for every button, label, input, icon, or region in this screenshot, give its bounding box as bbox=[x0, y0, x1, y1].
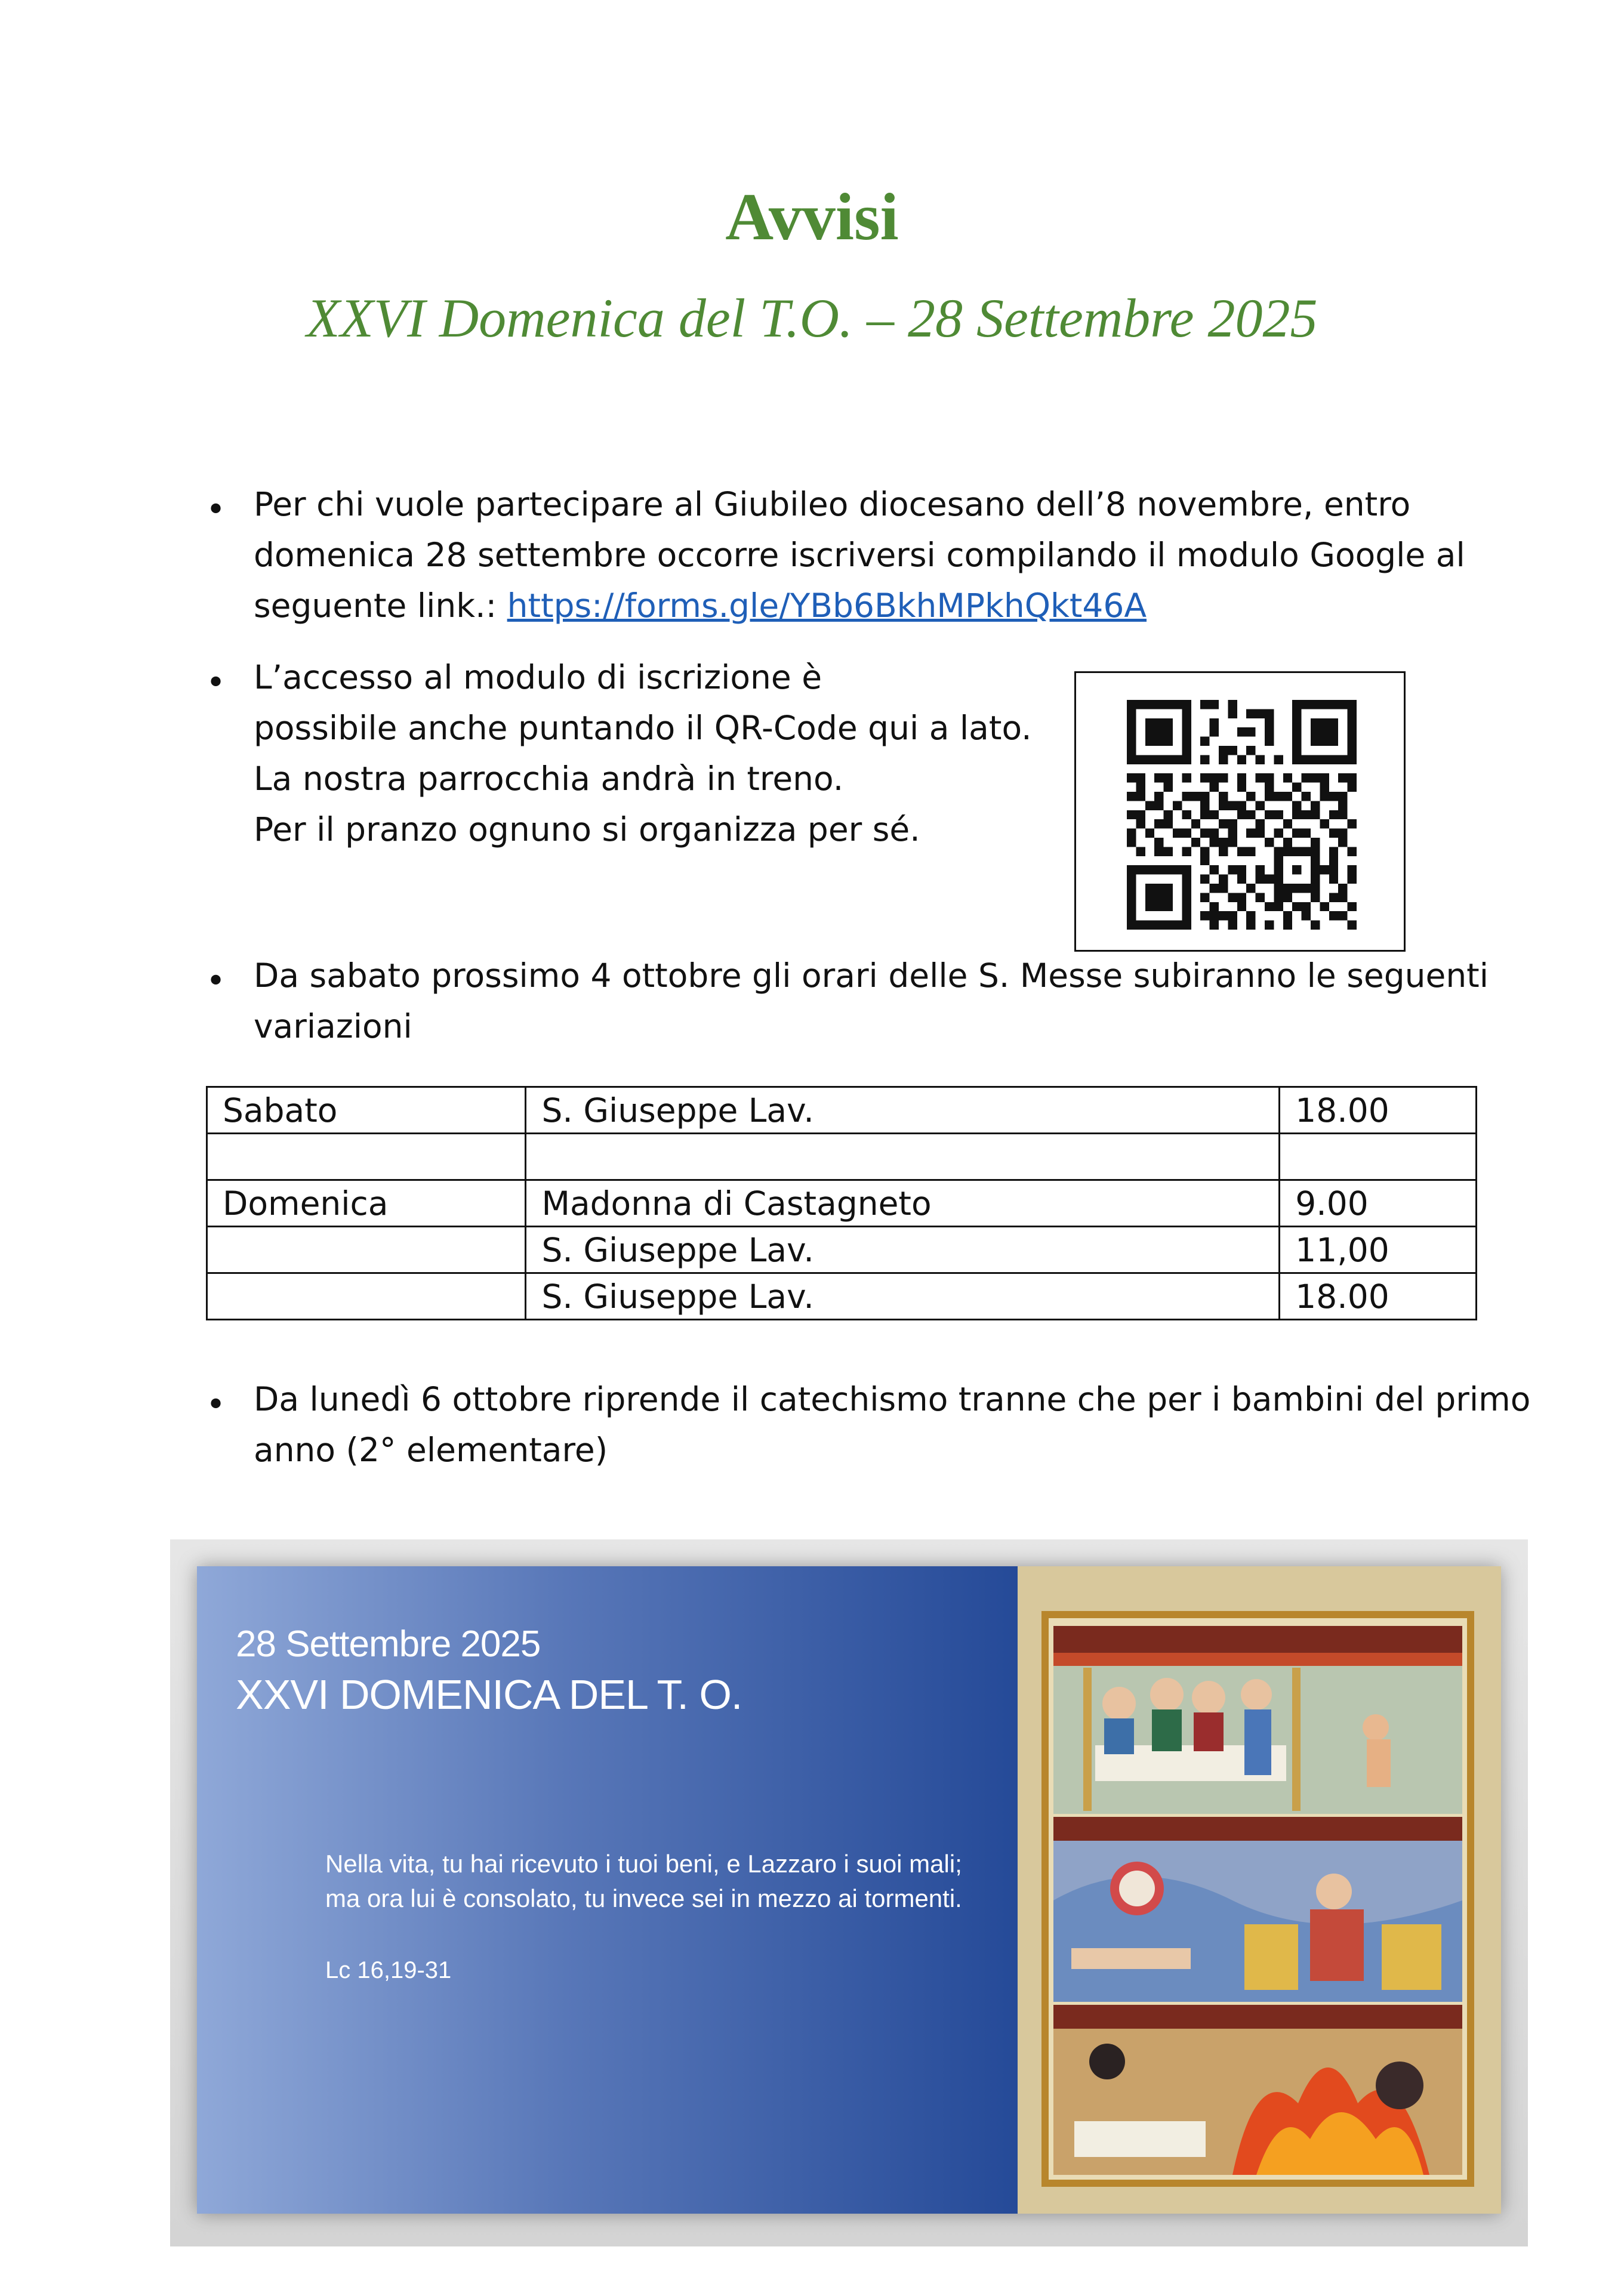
notice-giubileo-line: domenica 28 settembre occorre iscriversi compilando il modulo Google al bbox=[254, 536, 1465, 574]
time-cell: 18.00 bbox=[1280, 1273, 1477, 1320]
notice-mass-line: variazioni bbox=[254, 1007, 412, 1045]
day-cell bbox=[207, 1273, 526, 1320]
notice-giubileo bbox=[254, 479, 1465, 631]
card-scripture-reference: Lc 16,19-31 bbox=[325, 1957, 452, 1983]
notice-qr-line: Per il pranzo ognuno si organizza per sé. bbox=[254, 810, 920, 848]
notice-qr-access bbox=[254, 652, 1032, 855]
day-cell: Domenica bbox=[207, 1180, 526, 1227]
time-cell: 18.00 bbox=[1280, 1087, 1477, 1134]
qr-code-box bbox=[1074, 671, 1406, 952]
page-title: Avvisi bbox=[725, 180, 899, 254]
day-cell: Sabato bbox=[207, 1087, 526, 1134]
google-form-link[interactable]: https://forms.gle/YBb6BkhMPkhQkt46A bbox=[507, 587, 1147, 625]
time-cell bbox=[1280, 1134, 1477, 1180]
notice-qr-line: La nostra parrocchia andrà in treno. bbox=[254, 760, 844, 798]
notice-catechism bbox=[254, 1374, 1530, 1476]
card-gradient-panel bbox=[197, 1566, 1018, 2214]
liturgy-card bbox=[197, 1566, 1501, 2214]
illuminated-manuscript-image bbox=[1018, 1566, 1501, 2214]
table-row bbox=[207, 1227, 1477, 1273]
card-sunday-name: XXVI DOMENICA DEL T. O. bbox=[236, 1671, 742, 1718]
bullet-mass-change: • bbox=[206, 962, 226, 1001]
card-quote-line: Nella vita, tu hai ricevuto i tuoi beni, e Lazzaro i suoi mali; bbox=[325, 1850, 962, 1878]
notice-giubileo-line-link bbox=[254, 581, 1465, 631]
church-cell: S. Giuseppe Lav. bbox=[526, 1227, 1280, 1273]
bullet-catechism: • bbox=[206, 1385, 226, 1424]
card-date: 28 Settembre 2025 bbox=[236, 1624, 541, 1665]
notice-mass-change bbox=[254, 951, 1489, 1052]
bullet-giubileo: • bbox=[206, 490, 226, 529]
notice-qr-line: possibile anche puntando il QR-Code qui a lato. bbox=[254, 709, 1032, 747]
link-prefix: seguente link.: bbox=[254, 587, 507, 625]
notice-qr-line: L’accesso al modulo di iscrizione è bbox=[254, 658, 822, 696]
table-row bbox=[207, 1087, 1477, 1134]
table-row bbox=[207, 1273, 1477, 1320]
church-cell: S. Giuseppe Lav. bbox=[526, 1273, 1280, 1320]
notice-catechism-line: Da lunedì 6 ottobre riprende il catechismo tranne che per i bambini del primo bbox=[254, 1380, 1531, 1418]
notice-mass-line: Da sabato prossimo 4 ottobre gli orari delle S. Messe subiranno le seguenti bbox=[254, 956, 1489, 995]
table-row bbox=[207, 1134, 1477, 1180]
bullet-qr: • bbox=[206, 664, 226, 702]
day-cell bbox=[207, 1227, 526, 1273]
church-cell: S. Giuseppe Lav. bbox=[526, 1087, 1280, 1134]
manuscript-illustration bbox=[1018, 1566, 1501, 2214]
card-quote bbox=[325, 1847, 962, 1916]
church-cell bbox=[526, 1134, 1280, 1180]
church-cell: Madonna di Castagneto bbox=[526, 1180, 1280, 1227]
mass-schedule-table bbox=[206, 1086, 1477, 1320]
time-cell: 11,00 bbox=[1280, 1227, 1477, 1273]
table-row bbox=[207, 1180, 1477, 1227]
page-subtitle: XXVI Domenica del T.O. – 28 Settembre 2025 bbox=[306, 288, 1318, 348]
card-quote-line: ma ora lui è consolato, tu invece sei in mezzo ai tormenti. bbox=[325, 1884, 962, 1912]
notice-catechism-line: anno (2° elementare) bbox=[254, 1431, 608, 1469]
day-cell bbox=[207, 1134, 526, 1180]
time-cell: 9.00 bbox=[1280, 1180, 1477, 1227]
qr-code-icon bbox=[1124, 700, 1360, 930]
notice-giubileo-line: Per chi vuole partecipare al Giubileo diocesano dell’8 novembre, entro bbox=[254, 485, 1411, 523]
